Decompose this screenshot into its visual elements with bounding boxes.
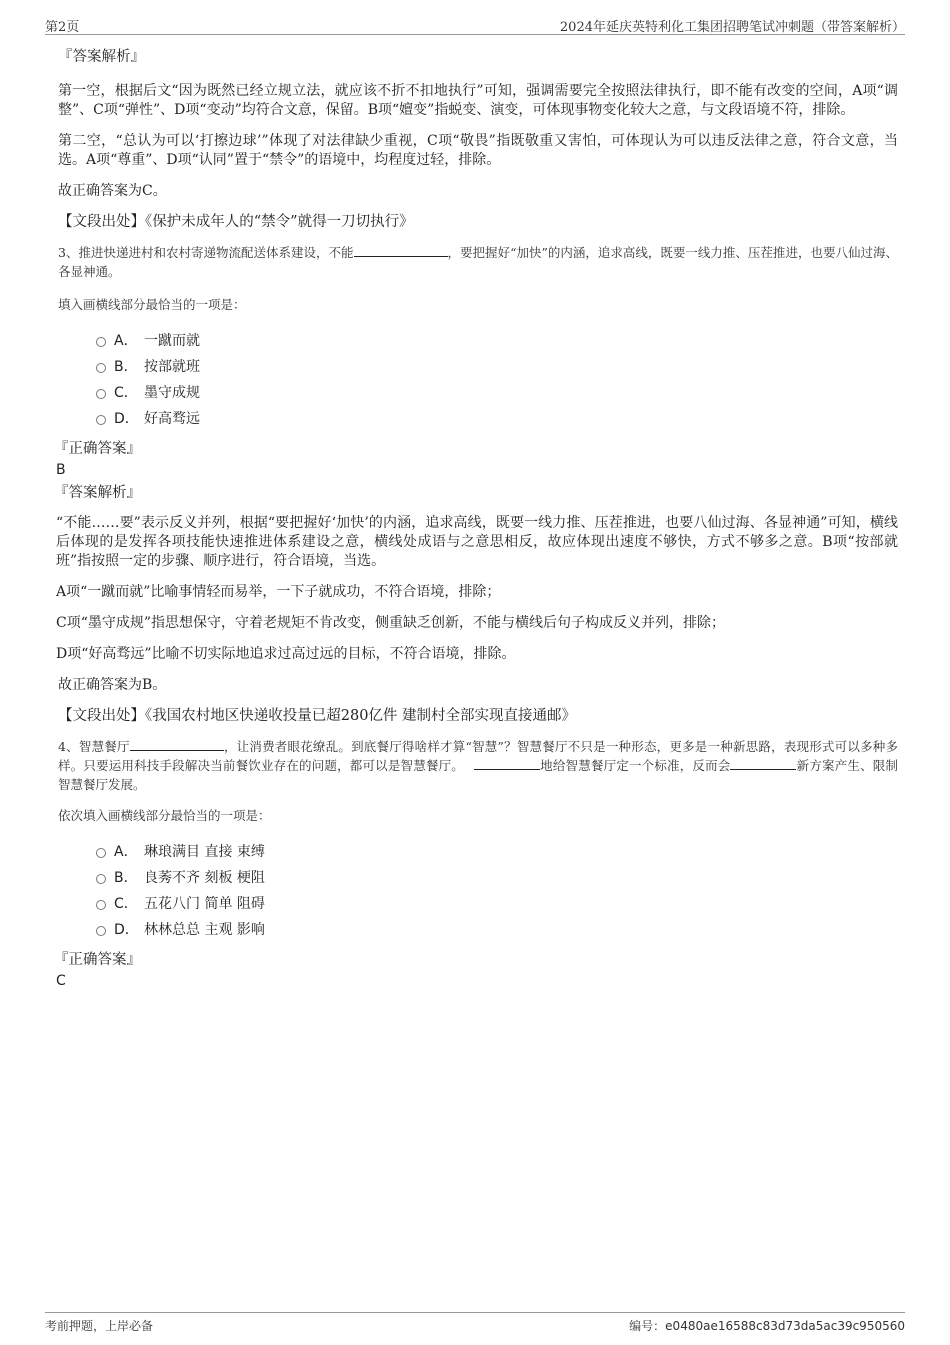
radio-icon[interactable]: [96, 389, 106, 399]
page-header: [45, 14, 905, 35]
q4-option-d[interactable]: D． 林林总总 主观 影响: [96, 917, 898, 943]
q3-source: 【文段出处】《我国农村地区快递收投量已超280亿件 建制村全部实现直接通邮》: [58, 708, 577, 724]
radio-icon[interactable]: [96, 363, 106, 373]
q4-stem: 4、智慧餐厅 ，让消费者眼花缭乱。到底餐厅得啥样才算“智慧”？智慧餐厅不只是一种形态，更多是一种新思路，表现形式可以多种多样。只要运用科技手段解决当前餐饮业存在的问题，都可以是智慧餐厅。 地给智慧餐厅定一个标准，反而会 新方案产生、限制智慧餐厅发展。: [58, 739, 898, 792]
q3-answer-label: 『正确答案』: [54, 441, 141, 457]
q4-options: [96, 839, 898, 943]
q3-conclusion: 故正确答案为B。: [58, 677, 167, 693]
footer-slogan: 考前押题，上岸必备: [45, 1319, 154, 1333]
q4-option-a[interactable]: A． 琳琅满目 直接 束缚: [96, 839, 898, 865]
q4-blank-2: [474, 757, 540, 770]
page-footer: [45, 1312, 905, 1335]
q2-analysis-label: 『答案解析』: [58, 49, 145, 65]
q3-analysis-para2: A项“一蹴而就”比喻事情轻而易举，一下子就成功，不符合语境，排除；: [56, 584, 501, 600]
q2-source: 【文段出处】《保护未成年人的“禁令”就得一刀切执行》: [58, 214, 414, 230]
q3-answer: B: [56, 462, 66, 478]
q3-analysis-para4: D项“好高骛远”比喻不切实际地追求过高过远的目标，不符合语境，排除。: [56, 646, 516, 662]
q4-answer-label: 『正确答案』: [54, 952, 141, 968]
q3-analysis-label: 『答案解析』: [54, 485, 141, 501]
q4-option-b[interactable]: B． 良莠不齐 刻板 梗阻: [96, 865, 898, 891]
q3-prompt: 填入画横线部分最恰当的一项是：: [58, 297, 246, 312]
q4-answer: C: [56, 973, 66, 989]
q3-blank: [354, 244, 448, 257]
q4-prompt: 依次填入画横线部分最恰当的一项是：: [58, 808, 271, 823]
q3-analysis-para3: C项“墨守成规”指思想保守，守着老规矩不肯改变，侧重缺乏创新，不能与横线后句子构成反义并列，排除；: [56, 615, 726, 631]
page-number: 第2页: [45, 20, 80, 35]
q3-option-d[interactable]: D． 好高骛远: [96, 406, 898, 432]
radio-icon[interactable]: [96, 415, 106, 425]
q2-conclusion: 故正确答案为C。: [58, 183, 167, 199]
q3-stem: 3、推进快递进村和农村寄递物流配送体系建设，不能 ，要把握好“加快”的内涵，追求高线，既要一线力推、压茬推进，也要八仙过海、各显神通。: [58, 245, 898, 279]
q2-analysis-para1: 第一空，根据后文“因为既然已经立规立法，就应该不折不扣地执行”可知，强调需要完全按照法律执行，即不能有改变的空间，A项“调整”、C项“弹性”、D项“变动”均符合文意，保留。B项“嬗变”指蜕变、演变，可体现事物变化较大之意，与文段语境不符，排除。: [58, 83, 898, 118]
q4-blank-3: [730, 757, 796, 770]
radio-icon[interactable]: [96, 926, 106, 936]
radio-icon[interactable]: [96, 848, 106, 858]
radio-icon[interactable]: [96, 337, 106, 347]
page-content: [54, 44, 898, 991]
document-code: 编号：e0480ae16588c83d73da5ac39c950560: [629, 1319, 905, 1333]
q4-option-c[interactable]: C． 五花八门 简单 阻碍: [96, 891, 898, 917]
radio-icon[interactable]: [96, 900, 106, 910]
radio-icon[interactable]: [96, 874, 106, 884]
q3-options: [96, 328, 898, 432]
q2-analysis-para2: 第二空，“总认为可以‘打擦边球’”体现了对法律缺少重视，C项“敬畏”指既敬重又害怕，可体现认为可以违反法律之意，符合文意，当选。A项“尊重”、D项“认同”置于“禁令”的语境中，均程度过轻，排除。: [58, 133, 898, 168]
q3-option-b[interactable]: B． 按部就班: [96, 354, 898, 380]
q4-blank-1: [130, 738, 224, 751]
q3-analysis-para1: “不能……要”表示反义并列，根据“要把握好‘加快’的内涵，追求高线，既要一线力推、压茬推进，也要八仙过海、各显神通”可知，横线后体现的是发挥各项技能快速推进体系建设之意，横线处成语与之意思相反，故应体现出速度不够快，方式不够多之意。B项“按部就班”指按照一定的步骤、顺序进行，符合语境，当选。: [56, 515, 898, 569]
q3-option-a[interactable]: A． 一蹴而就: [96, 328, 898, 354]
document-title: 2024年延庆英特利化工集团招聘笔试冲刺题（带答案解析）: [559, 20, 905, 35]
q3-option-c[interactable]: C． 墨守成规: [96, 380, 898, 406]
